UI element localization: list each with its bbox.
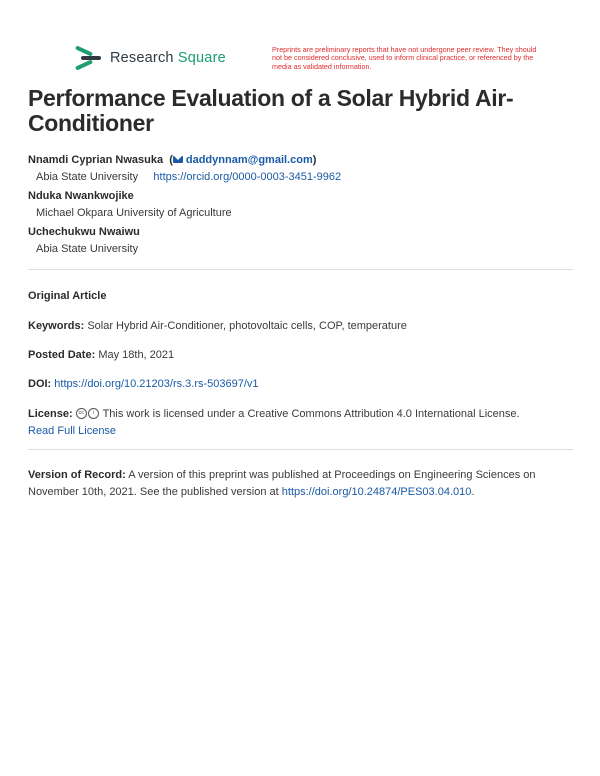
author-2-affiliation: Michael Okpara University of Agriculture [36,207,232,219]
version-of-record-link[interactable]: https://doi.org/10.24874/PES03.04.010 [281,486,472,498]
version-of-record-label: Version of Record: [28,469,126,481]
version-of-record-end: . [471,486,475,498]
logo-text-research: Research [110,50,174,66]
doi-link[interactable]: https://doi.org/10.21203/rs.3.rs-503697/v1 [54,378,259,390]
divider-1 [28,269,573,270]
license-label: License: [28,408,73,420]
logo-text-square: Square [177,50,226,66]
divider-2 [28,449,573,450]
preprint-disclaimer: Preprints are preliminary reports that have not undergone peer review. They should not be considered conclusive, used to inform clinical practice, or referenced by the media as validated information. [272,45,537,71]
license-text: This work is licensed under a Creative Commons Attribution 4.0 International License. [102,408,520,420]
posted-date-row [28,347,573,364]
author-1-affiliation-row [36,171,341,183]
keywords-label: Keywords: [28,320,85,332]
posted-date-value: May 18th, 2021 [98,349,175,361]
paper-title: Performance Evaluation of a Solar Hybrid Air-Conditioner [28,85,514,136]
envelope-icon [173,156,183,163]
keywords-value: Solar Hybrid Air-Conditioner, photovoltaic cells, COP, temperature [87,320,407,332]
research-square-logo[interactable] [75,47,226,69]
keywords-row [28,318,573,335]
author-3-name: Uchechukwu Nwaiwu [28,226,140,238]
author-2-name: Nduka Nwankwojike [28,190,134,202]
version-of-record-row [28,467,573,501]
author-1-orcid-link[interactable]: https://orcid.org/0000-0003-3451-9962 [153,171,342,183]
version-of-record-text: A version of this preprint was published at Proceedings on Engineering Sciences on November 10th, 2021. See the published version at [28,469,536,498]
author-name-1: Nnamdi Cyprian Nwasuka ( daddynnam@gmail.com) [28,154,317,166]
logo-text [110,50,226,66]
posted-date-label: Posted Date: [28,349,96,361]
doi-label: DOI: [28,378,52,390]
read-full-license-link[interactable]: Read Full License [28,425,117,437]
article-type: Original Article [28,290,107,302]
author-3-affiliation: Abia State University [36,243,139,255]
author-1-email-link[interactable]: daddynnam@gmail.com [185,154,313,166]
creative-commons-icon: cc [76,408,87,419]
author-1-name: Nnamdi Cyprian Nwasuka [28,154,164,166]
attribution-icon: i [88,408,99,419]
license-row [28,406,573,440]
author-1-affiliation: Abia State University [36,171,139,183]
doi-row [28,376,573,393]
logo-mark-icon [75,47,103,69]
